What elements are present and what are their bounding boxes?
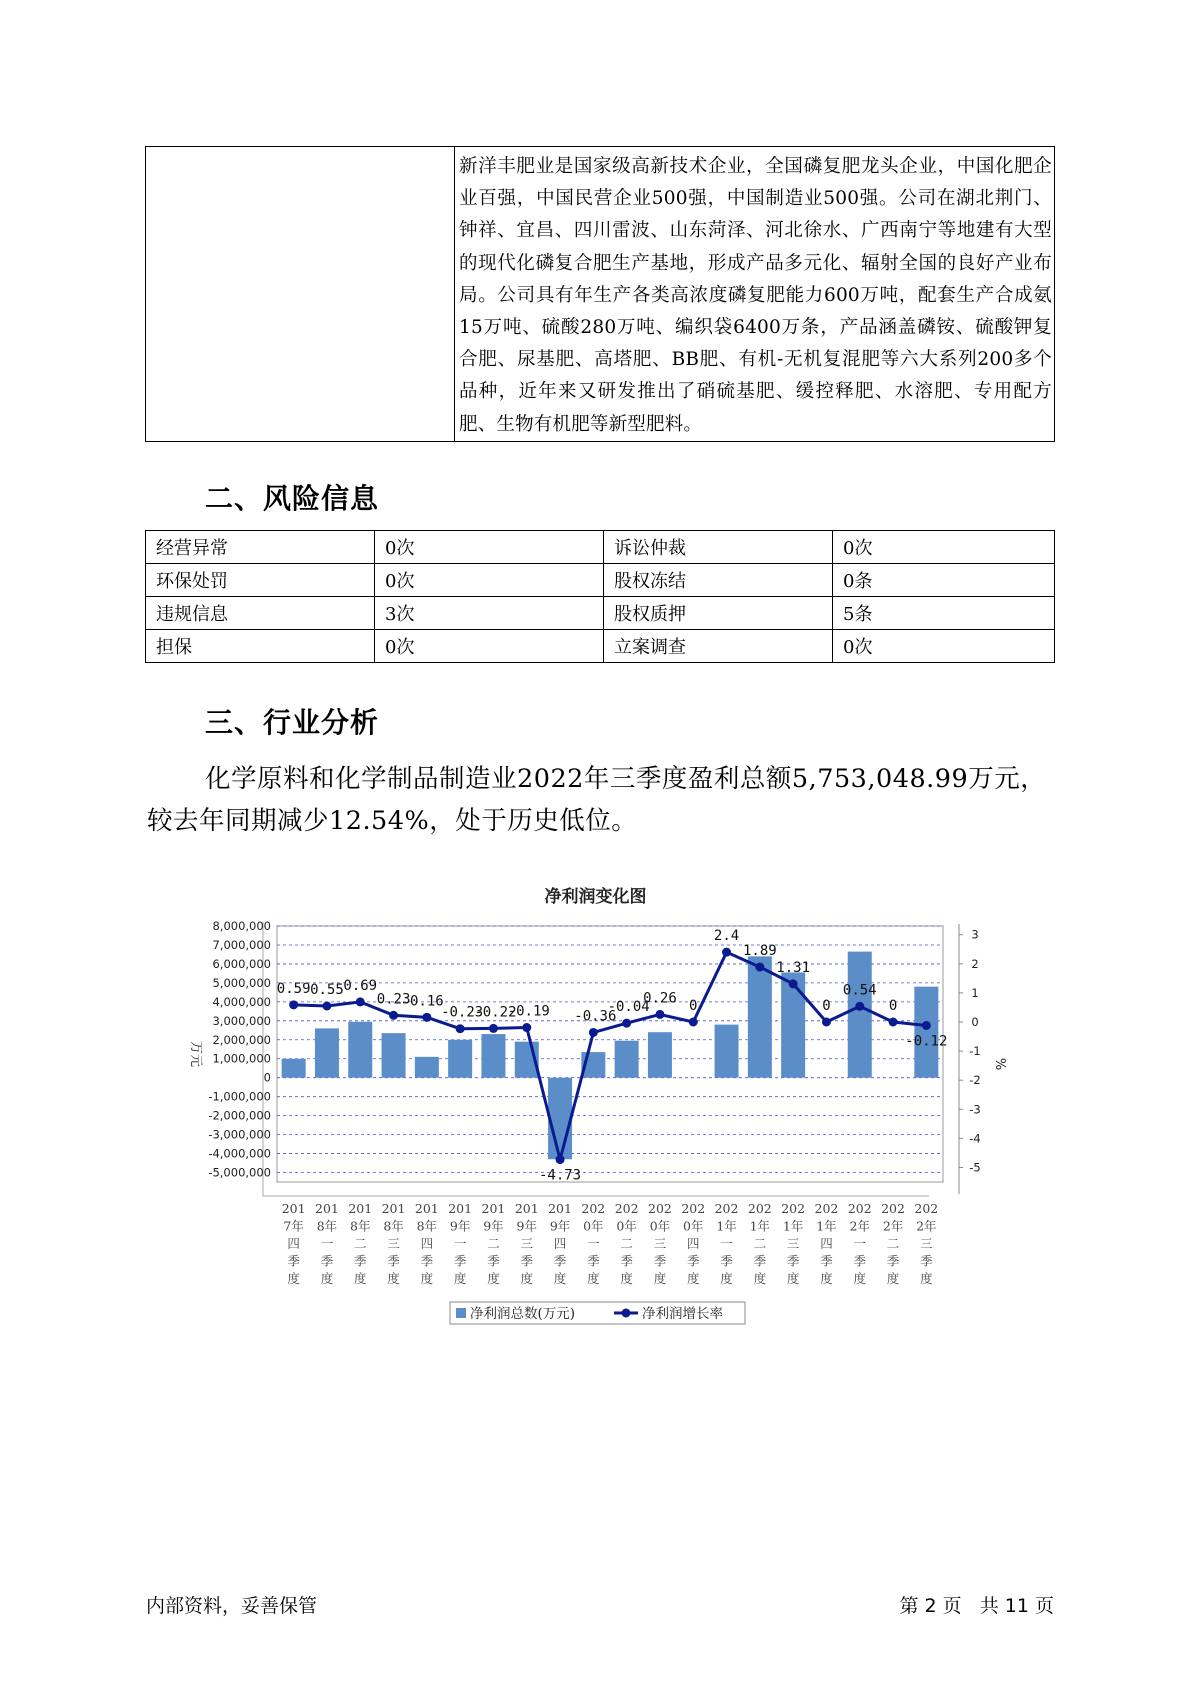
data-label: -0.36 [574, 1008, 617, 1025]
line-point [456, 1024, 465, 1033]
line-point [889, 1018, 898, 1027]
x-tick-label: 季 [387, 1253, 400, 1269]
line-point [755, 963, 764, 972]
risk-value: 3次 [375, 597, 604, 630]
x-tick-label: 0年 [649, 1218, 671, 1234]
x-tick-label: 0年 [683, 1218, 704, 1234]
legend-label: 净利润增长率 [642, 1306, 723, 1322]
line-point [289, 1000, 298, 1009]
data-label: 0 [822, 998, 831, 1014]
line-point [822, 1018, 831, 1027]
x-tick-label: 三 [786, 1236, 800, 1251]
bar [914, 987, 938, 1078]
x-tick-label: 1年 [782, 1218, 804, 1234]
data-label: 0.16 [409, 993, 444, 1010]
y-tick-label: 3,000,000 [212, 1013, 271, 1028]
risk-label: 经营异常 [146, 531, 375, 564]
data-label: 0.23 [376, 991, 411, 1008]
x-tick-label: 201 [281, 1201, 306, 1216]
x-tick-label: 1年 [816, 1218, 837, 1234]
x-tick-label: 四 [420, 1236, 434, 1251]
bar [448, 1040, 472, 1078]
y2-tick-label: -1 [969, 1044, 981, 1059]
line-point [556, 1155, 565, 1164]
line-point [922, 1021, 931, 1030]
x-tick-label: 1年 [749, 1218, 771, 1234]
data-label: -0.04 [607, 999, 650, 1016]
x-tick-label: 202 [814, 1201, 839, 1216]
risk-label: 担保 [146, 630, 375, 663]
line-point [356, 997, 365, 1006]
x-tick-label: 二 [353, 1236, 367, 1251]
line-point [855, 1002, 864, 1011]
x-tick-label: 9年 [483, 1218, 504, 1234]
line-point [389, 1011, 398, 1020]
x-tick-label: 度 [420, 1271, 434, 1286]
x-tick-label: 度 [820, 1271, 833, 1286]
x-tick-label: 一 [453, 1236, 467, 1251]
x-tick-label: 四 [553, 1236, 567, 1251]
line-point [422, 1013, 431, 1022]
data-label: 0 [888, 998, 898, 1014]
line-point [589, 1028, 598, 1037]
x-tick-label: 季 [620, 1253, 633, 1269]
y2-tick-label: -5 [969, 1160, 981, 1175]
x-tick-label: 三 [920, 1236, 933, 1251]
x-tick-label: 0年 [616, 1218, 637, 1234]
x-tick-label: 二 [886, 1236, 900, 1251]
x-tick-label: 9年 [516, 1218, 537, 1234]
x-tick-label: 度 [553, 1271, 567, 1286]
x-tick-label: 202 [714, 1201, 739, 1216]
page-number: 第 2 页 共 11 页 [899, 1595, 1054, 1617]
x-tick-label: 季 [920, 1253, 933, 1269]
y2-tick-label: 2 [971, 956, 979, 971]
x-tick-label: 201 [315, 1201, 339, 1216]
y-tick-label: 6,000,000 [212, 956, 271, 971]
y-tick-label: 4,000,000 [212, 994, 271, 1009]
legend-bar-swatch [456, 1308, 466, 1318]
line-point [489, 1024, 498, 1033]
x-tick-label: 1年 [716, 1218, 737, 1234]
x-tick-label: 202 [581, 1201, 606, 1216]
risk-value: 0次 [833, 531, 1055, 564]
x-tick-label: 度 [620, 1271, 633, 1286]
x-tick-label: 季 [720, 1253, 733, 1269]
y-axis-title: 万元 [188, 1040, 203, 1068]
data-label: -0.22 [474, 1004, 517, 1021]
risk-value: 0次 [375, 531, 604, 564]
line-point [722, 948, 731, 957]
y-tick-label: -5,000,000 [208, 1165, 271, 1180]
x-tick-label: 一 [587, 1236, 600, 1251]
y-tick-label: 1,000,000 [212, 1051, 271, 1066]
y-tick-label: -1,000,000 [208, 1089, 271, 1104]
x-tick-label: 201 [414, 1201, 439, 1216]
bar [415, 1057, 439, 1078]
line-point [622, 1019, 631, 1028]
x-tick-label: 季 [853, 1253, 867, 1269]
data-label: 2.4 [713, 928, 740, 945]
x-tick-label: 季 [420, 1253, 434, 1269]
x-tick-label: 度 [786, 1271, 800, 1286]
data-label: 0.26 [643, 990, 677, 1007]
y-tick-label: 2,000,000 [212, 1032, 271, 1047]
x-tick-label: 度 [686, 1271, 700, 1286]
data-label: -0.12 [905, 1033, 948, 1050]
line-point [522, 1023, 531, 1032]
x-tick-label: 度 [487, 1271, 500, 1286]
x-tick-label: 季 [753, 1253, 767, 1269]
x-tick-label: 季 [820, 1253, 833, 1269]
x-tick-label: 季 [587, 1253, 600, 1269]
data-label: 1.89 [742, 943, 777, 960]
risk-value: 5条 [833, 597, 1055, 630]
x-tick-label: 202 [614, 1201, 639, 1216]
line-point [322, 1002, 331, 1011]
risk-label: 立案调查 [604, 630, 833, 663]
x-tick-label: 201 [481, 1201, 506, 1216]
x-tick-label: 202 [648, 1201, 672, 1216]
x-tick-label: 2年 [849, 1218, 870, 1234]
data-label: -0.19 [507, 1003, 550, 1020]
x-tick-label: 季 [453, 1253, 467, 1269]
y2-axis-title: % [992, 1057, 1007, 1071]
risk-value: 0条 [833, 564, 1055, 597]
data-label: 1.31 [776, 959, 811, 976]
x-tick-label: 季 [786, 1253, 800, 1269]
x-tick-label: 202 [914, 1201, 939, 1216]
risk-label: 违规信息 [146, 597, 375, 630]
x-tick-label: 季 [320, 1253, 334, 1269]
legend-line-marker [622, 1309, 631, 1318]
risk-value: 0次 [375, 564, 604, 597]
y2-tick-label: 1 [971, 985, 979, 1000]
legend-label: 净利润总数(万元) [470, 1306, 576, 1322]
x-tick-label: 201 [514, 1201, 539, 1216]
y2-tick-label: -4 [969, 1131, 981, 1146]
bar [282, 1059, 306, 1078]
bar [315, 1028, 339, 1077]
bar [548, 1078, 572, 1160]
x-tick-label: 二 [753, 1236, 767, 1251]
bar [848, 952, 872, 1078]
x-tick-label: 201 [548, 1201, 572, 1216]
bar [715, 1025, 739, 1078]
data-label: 0.69 [343, 977, 378, 994]
x-tick-label: 季 [553, 1253, 567, 1269]
x-tick-label: 季 [520, 1253, 534, 1269]
risk-label: 环保处罚 [146, 564, 375, 597]
x-tick-label: 9年 [549, 1218, 571, 1234]
data-label: 0.59 [276, 980, 311, 997]
data-label: 0 [689, 998, 698, 1014]
company-intro-text: 新洋丰肥业是国家级高新技术企业，全国磷复肥龙头企业，中国化肥企业百强，中国民营企业500强，中国制造业500强。公司在湖北荆门、钟祥、宜昌、四川雷波、山东菏泽、河北徐水、广西南宁等地建有大型的现代化磷复合肥生产基地，形成产品多元化、辐射全国的良好产业布局。公司具有年生产各类高浓度磷复肥能力600万吨，配套生产合成氨15万吨、硫酸280万吨、编织袋6400万条，产品涵盖磷铵、硫酸钾复合肥、尿基肥、高塔肥、BB肥、有机-无机复混肥等六大系列200多个品种，近年来又研发推出了硝硫基肥、缓控释肥、水溶肥、专用配方肥、生物有机肥等新型肥料。 [459, 156, 1052, 435]
x-tick-label: 度 [287, 1271, 300, 1286]
x-tick-label: 二 [487, 1236, 500, 1251]
data-label: 0.55 [310, 982, 344, 998]
line-point [689, 1018, 698, 1027]
y-tick-label: 0 [263, 1070, 271, 1085]
bar [748, 956, 772, 1077]
x-tick-label: 三 [387, 1236, 400, 1251]
x-tick-label: 度 [453, 1271, 467, 1286]
x-tick-label: 四 [287, 1236, 300, 1251]
x-tick-label: 一 [720, 1236, 733, 1251]
x-tick-label: 度 [353, 1271, 367, 1286]
data-label: -0.23 [441, 1004, 484, 1021]
x-tick-label: 9年 [449, 1218, 471, 1234]
plot-area [277, 926, 943, 1182]
x-tick-label: 度 [653, 1271, 667, 1286]
x-tick-label: 四 [686, 1236, 700, 1251]
risk-label: 诉讼仲裁 [604, 531, 833, 564]
x-tick-label: 一 [320, 1236, 334, 1251]
section-title-risk: 二、风险信息 [205, 482, 380, 515]
data-label: -4.73 [538, 1167, 582, 1184]
bar [615, 1041, 639, 1078]
x-tick-label: 三 [520, 1236, 534, 1251]
x-tick-label: 8年 [416, 1218, 438, 1234]
x-tick-label: 8年 [316, 1218, 338, 1234]
y-tick-label: 8,000,000 [212, 919, 271, 933]
risk-label: 股权质押 [604, 597, 833, 630]
x-tick-label: 度 [853, 1271, 867, 1286]
x-tick-label: 202 [847, 1201, 872, 1216]
x-tick-label: 8年 [383, 1218, 404, 1234]
y-tick-label: -2,000,000 [208, 1108, 271, 1123]
chart-title: 净利润变化图 [544, 887, 647, 907]
x-tick-label: 202 [781, 1201, 806, 1216]
x-tick-label: 8年 [350, 1218, 371, 1234]
risk-value: 0次 [833, 630, 1055, 663]
x-tick-label: 2年 [882, 1218, 904, 1234]
bar [648, 1032, 672, 1078]
line-point [789, 979, 798, 988]
x-tick-label: 202 [747, 1201, 772, 1216]
x-tick-label: 度 [920, 1271, 933, 1286]
line-point [655, 1010, 664, 1019]
x-tick-label: 度 [320, 1271, 334, 1286]
x-tick-label: 季 [287, 1253, 300, 1269]
x-tick-label: 7年 [283, 1218, 304, 1234]
x-tick-label: 2年 [916, 1218, 937, 1234]
x-tick-label: 201 [448, 1201, 473, 1216]
x-tick-label: 季 [353, 1253, 367, 1269]
x-tick-label: 度 [520, 1271, 534, 1286]
x-tick-label: 季 [686, 1253, 700, 1269]
risk-value: 0次 [375, 630, 604, 663]
x-tick-label: 201 [348, 1201, 373, 1216]
y-tick-label: -4,000,000 [208, 1146, 271, 1161]
y-tick-label: 5,000,000 [212, 975, 271, 990]
y2-tick-label: 3 [971, 927, 979, 942]
y-tick-label: 7,000,000 [212, 937, 271, 952]
y-tick-label: -3,000,000 [208, 1127, 271, 1142]
x-tick-label: 季 [886, 1253, 900, 1269]
x-tick-label: 四 [820, 1236, 833, 1251]
x-tick-label: 三 [653, 1236, 667, 1251]
x-tick-label: 二 [620, 1236, 633, 1251]
y2-tick-label: -2 [969, 1073, 981, 1088]
bar [382, 1033, 406, 1078]
x-tick-label: 度 [886, 1271, 900, 1286]
y2-tick-label: 0 [971, 1015, 979, 1029]
section-title-industry: 三、行业分析 [205, 706, 380, 739]
x-tick-label: 度 [387, 1271, 400, 1286]
x-tick-label: 一 [853, 1236, 867, 1251]
x-tick-label: 202 [681, 1201, 706, 1216]
x-tick-label: 201 [381, 1201, 406, 1216]
y2-tick-label: -3 [969, 1102, 981, 1117]
bar [481, 1034, 505, 1078]
footer-note: 内部资料，妥善保管 [146, 1595, 318, 1617]
x-tick-label: 度 [587, 1271, 600, 1286]
x-tick-label: 202 [881, 1201, 905, 1216]
x-tick-label: 度 [753, 1271, 767, 1286]
bar [348, 1022, 372, 1078]
x-tick-label: 0年 [583, 1218, 604, 1234]
x-tick-label: 度 [720, 1271, 733, 1286]
risk-label: 股权冻结 [604, 564, 833, 597]
x-tick-label: 季 [653, 1253, 667, 1269]
industry-paragraph: 化学原料和化学制品制造业2022年三季度盈利总额5,753,048.99万元，较去年同期减少12.54%，处于历史低位。 [147, 764, 1047, 836]
x-tick-label: 季 [487, 1253, 500, 1269]
data-label: 0.54 [842, 982, 877, 999]
